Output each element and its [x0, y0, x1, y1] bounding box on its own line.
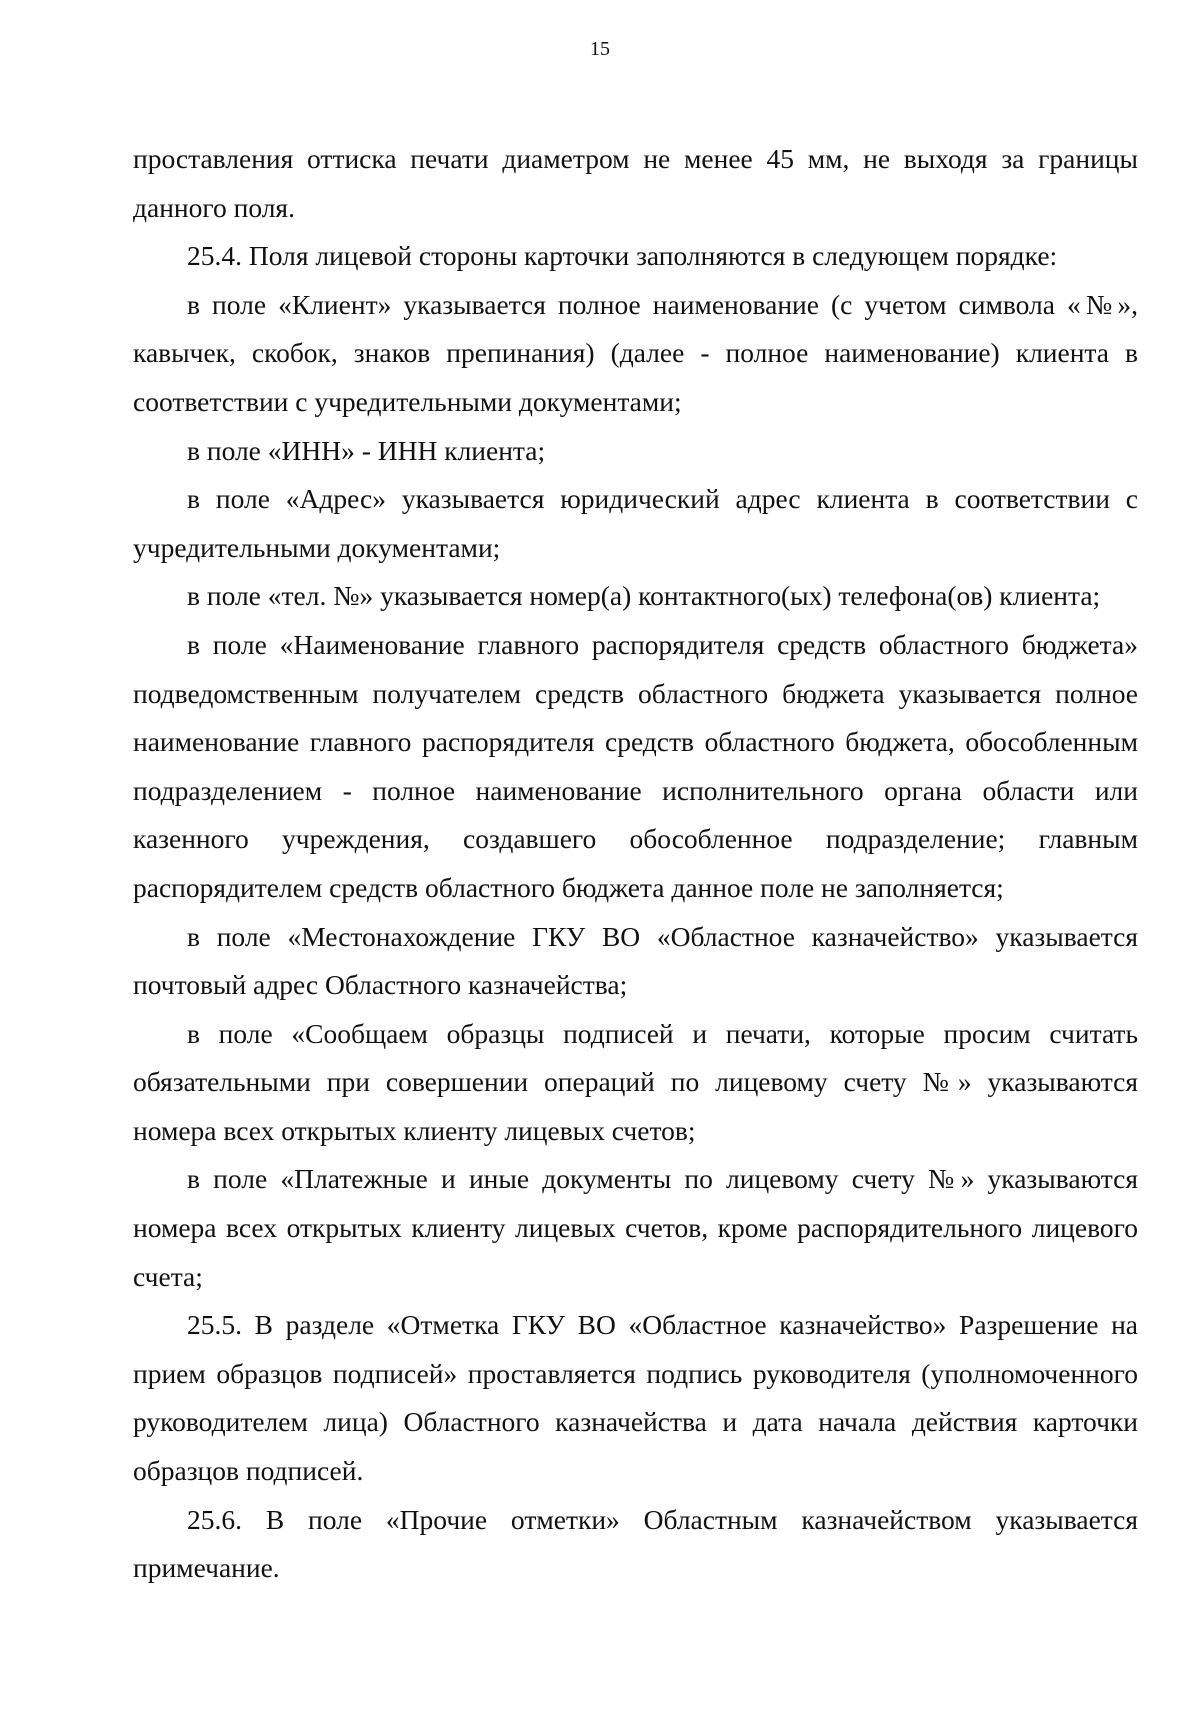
paragraph-continuation: проставления оттиска печати диаметром не менее 45 мм, не выходя за границы данного поля. — [133, 143, 1138, 223]
paragraph-field-inn: в поле «ИНН» - ИНН клиента; — [187, 434, 546, 466]
paragraph-25-6: 25.6. В поле «Прочие отметки» Областным казначейством указывается примечание. — [133, 1503, 1138, 1584]
paragraph-field-payment-documents: в поле «Платежные и иные документы по лицевому счету №» указываются номера всех открытых клиенту лицевых счетов, кроме распорядительного лицевого счета; — [133, 1163, 1138, 1292]
paragraph-field-client: в поле «Клиент» указывается полное наименование (с учетом символа «№», кавычек, скобок, знаков препинания) (далее - полное наименование) клиента в соответствии с учредительными документами; — [133, 288, 1138, 417]
paragraph-25-4-intro: 25.4. Поля лицевой стороны карточки заполняются в следующем порядке: — [187, 240, 1058, 272]
page-number: 15 — [590, 38, 610, 60]
paragraph-field-address: в поле «Адрес» указывается юридический адрес клиента в соответствии с учредительными документами; — [133, 483, 1138, 563]
paragraph-field-signature-samples: в поле «Сообщаем образцы подписей и печати, которые просим считать обязательными при совершении операций по лицевому счету №» указываются номера всех открытых клиенту лицевых счетов; — [133, 1017, 1138, 1146]
document-body — [133, 135, 1138, 1593]
paragraph-25-5: 25.5. В разделе «Отметка ГКУ ВО «Областное казначейство» Разрешение на прием образцов подписей» проставляется подпись руководителя (уполномоченного руководителем лица) Областного казначейства и дата начала действия карточки образцов подписей. — [133, 1309, 1138, 1487]
paragraph-field-phone: в поле «тел. №» указывается номер(а) контактного(ых) телефона(ов) клиента; — [187, 580, 1101, 612]
paragraph-field-location: в поле «Местонахождение ГКУ ВО «Областное казначейство» указывается почтовый адрес Областного казначейства; — [133, 920, 1138, 1001]
paragraph-field-chief-manager: в поле «Наименование главного распорядителя средств областного бюджета» подведомственным получателем средств областного бюджета указывается полное наименование главного распорядителя средств областного бюджета, обособленным подразделением - полное наименование исполнительного органа области или казенного учреждения, создавшего обособленное подразделение; главным распорядителем средств областного бюджета данное поле не заполняется; — [133, 628, 1138, 903]
